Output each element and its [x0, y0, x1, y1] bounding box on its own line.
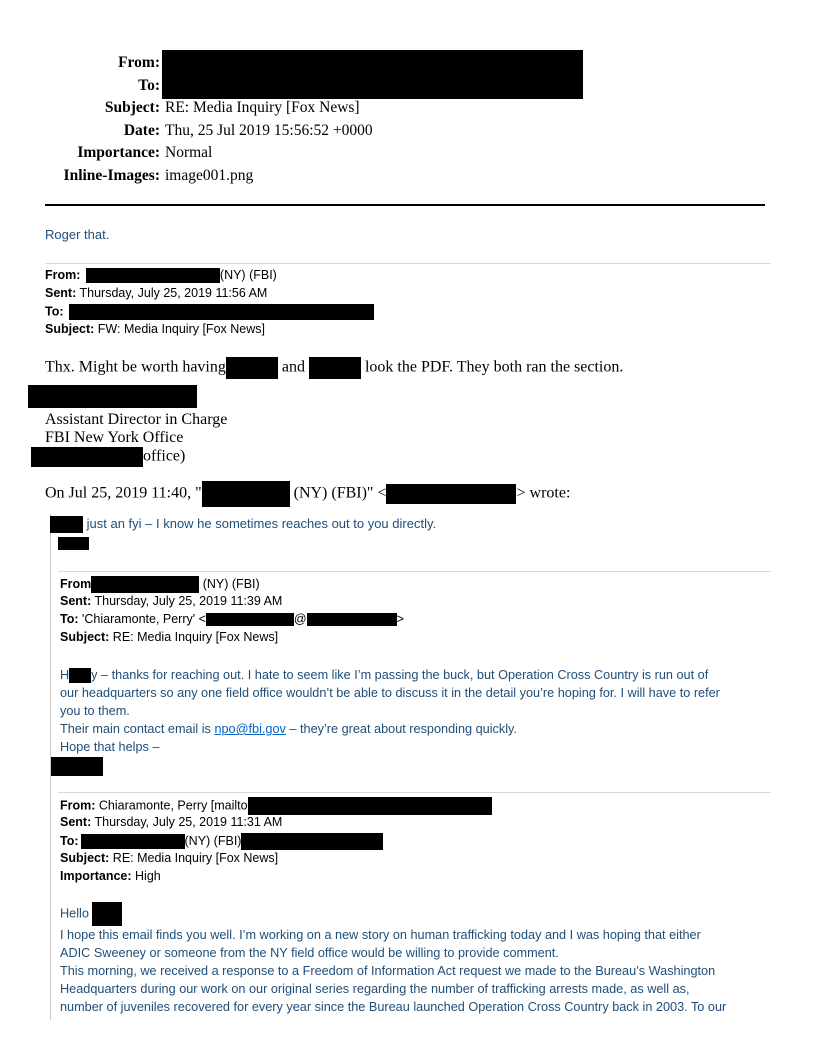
msg3-sent-row	[60, 594, 282, 609]
msg4-p4: Headquarters during our work on our original series regarding the number of trafficking arrests made, as well as,	[60, 982, 690, 996]
subject-value: RE: Media Inquiry [Fox News]	[165, 99, 360, 116]
msg4-importance-label: Importance:	[60, 869, 132, 883]
redaction	[69, 668, 91, 683]
redaction	[58, 537, 89, 550]
msg3-line3: you to them.	[60, 704, 130, 718]
msg1-body-c: look the PDF. They both ran the section.	[364, 358, 624, 376]
msg3-line5: Hope that helps –	[60, 740, 160, 754]
msg3-to-value: 'Chiaramonte, Perry' <	[82, 612, 206, 626]
msg4-greeting: Hello	[60, 906, 89, 921]
redaction	[386, 484, 516, 504]
header-inline-images-row	[0, 165, 816, 188]
msg3-from-row	[60, 576, 260, 593]
on-wrote-c: > wrote:	[516, 484, 571, 502]
msg2-body: just an fyi – I know he sometimes reaches out to you directly.	[86, 516, 437, 531]
msg1-sent-row	[45, 286, 267, 301]
redaction	[307, 613, 397, 626]
date-label: Date:	[123, 121, 160, 139]
redaction	[91, 576, 199, 593]
subject-label: Subject:	[104, 99, 160, 116]
inline-images-label: Inline-Images:	[63, 166, 160, 184]
msg4-importance-value: High	[135, 869, 161, 883]
msg4-p1: I hope this email finds you well. I’m working on a new story on human trafficking today and I was hoping that either	[60, 928, 701, 942]
redaction	[50, 516, 83, 533]
sig-phone-suffix: office)	[143, 447, 186, 465]
msg3-sent-label: Sent:	[60, 594, 92, 608]
message-separator	[58, 792, 771, 793]
npo-email-link[interactable]: npo@fbi.gov	[214, 722, 286, 736]
redaction	[309, 357, 361, 379]
redaction	[241, 833, 383, 850]
msg1-from-suffix: (NY) (FBI)	[219, 268, 277, 282]
msg4-sent-label: Sent:	[60, 815, 92, 829]
redaction	[226, 357, 278, 379]
msg4-from-value: Chiaramonte, Perry [mailto	[98, 798, 248, 813]
msg4-p3: This morning, we received a response to a Freedom of Information Act request we made to the Bureau’s Washington	[60, 964, 716, 978]
msg4-subject-label: Subject:	[60, 851, 110, 865]
msg4-subject-row	[60, 851, 278, 866]
header-date-row	[0, 120, 816, 143]
msg1-subject-value: FW: Media Inquiry [Fox News]	[97, 322, 265, 336]
msg3-body	[60, 666, 720, 756]
to-label: To:	[138, 76, 160, 94]
on-wrote-line	[45, 481, 570, 507]
msg3-from-label: From	[60, 576, 92, 591]
redaction	[81, 834, 185, 849]
from-label: From:	[118, 54, 160, 71]
msg4-from-row	[60, 797, 492, 815]
msg4-to-label: To:	[60, 833, 79, 848]
redaction	[86, 268, 220, 283]
msg1-body-a: Thx. Might be worth having	[45, 358, 226, 376]
msg1-body-b: and	[281, 358, 305, 376]
redaction	[202, 481, 290, 507]
msg4-greeting-row	[60, 902, 726, 926]
importance-label: Importance:	[77, 144, 160, 161]
msg4-from-label: From:	[60, 798, 96, 813]
msg1-subject-row	[45, 322, 265, 337]
redaction-signature-name	[28, 385, 197, 408]
msg3-subject-label: Subject:	[60, 630, 110, 644]
on-wrote-b: (NY) (FBI)" <	[293, 484, 387, 502]
msg3-line1-b: y – thanks for reaching out. I hate to seem like I’m passing the buck, but Operation Cross Country is run out of	[91, 668, 709, 682]
msg4-to-suffix: (NY) (FBI)	[184, 833, 242, 848]
importance-value: Normal	[165, 144, 213, 161]
msg3-line4	[60, 720, 720, 738]
redaction-signature	[51, 757, 103, 776]
msg1-subject-label: Subject:	[45, 322, 95, 336]
inline-images-value: image001.png	[165, 166, 254, 184]
redaction	[206, 613, 294, 626]
header-importance-row	[0, 142, 816, 165]
redaction	[248, 797, 492, 815]
msg4-subject-value: RE: Media Inquiry [Fox News]	[112, 851, 279, 865]
msg1-to-row	[45, 304, 374, 320]
message-separator	[45, 263, 771, 264]
msg4-p5: number of juveniles recovered for every year since the Bureau launched Operation Cross Country back in 2003. To our	[60, 1000, 727, 1014]
msg3-subject-row	[60, 630, 278, 645]
redaction	[69, 304, 374, 320]
msg1-from-row	[45, 268, 277, 283]
sig-office: FBI New York Office	[45, 429, 184, 446]
redaction	[31, 447, 143, 467]
msg1-sent-label: Sent:	[45, 286, 77, 300]
msg3-line1-a: H	[60, 668, 70, 682]
msg3-to-end: >	[396, 612, 404, 626]
message-separator	[58, 571, 771, 572]
msg3-to-label: To:	[60, 612, 79, 626]
msg3-line4-b: – they’re great about responding quickly.	[289, 722, 517, 736]
redaction	[92, 902, 122, 926]
sig-title: Assistant Director in Charge	[45, 411, 228, 428]
msg3-from-suffix: (NY) (FBI)	[202, 576, 260, 591]
reply-text: Roger that.	[45, 227, 110, 242]
msg3-line2: our headquarters so any one field office wouldn’t be able to discuss it in the detail you’re hoping for. I will have to refer	[60, 686, 720, 700]
msg4-body	[60, 902, 726, 1016]
msg3-subject-value: RE: Media Inquiry [Fox News]	[112, 630, 279, 644]
msg1-body	[45, 357, 623, 379]
msg4-sent-row	[60, 815, 282, 830]
redaction-from-to	[162, 50, 583, 99]
msg4-p2: ADIC Sweeney or someone from the NY field office would be willing to provide comment.	[60, 946, 559, 960]
on-wrote-a: On Jul 25, 2019 11:40, "	[45, 484, 202, 502]
header-divider	[45, 204, 765, 206]
sig-phone	[31, 447, 185, 467]
msg3-line1	[60, 666, 720, 684]
msg4-sent-value: Thursday, July 25, 2019 11:31 AM	[94, 815, 283, 829]
msg1-sent-value: Thursday, July 25, 2019 11:56 AM	[79, 286, 268, 300]
msg3-sent-value: Thursday, July 25, 2019 11:39 AM	[94, 594, 283, 608]
msg4-importance-row	[60, 869, 161, 884]
msg4-to-row	[60, 833, 383, 850]
msg1-to-label: To:	[45, 304, 64, 319]
msg2-body-row	[50, 516, 436, 533]
msg1-from-label: From:	[45, 268, 81, 282]
header-subject-row	[0, 97, 816, 120]
msg3-to-row	[60, 612, 404, 627]
msg3-line4-a: Their main contact email is	[60, 722, 211, 736]
date-value: Thu, 25 Jul 2019 15:56:52 +0000	[165, 121, 373, 139]
msg3-to-at: @	[293, 612, 307, 626]
